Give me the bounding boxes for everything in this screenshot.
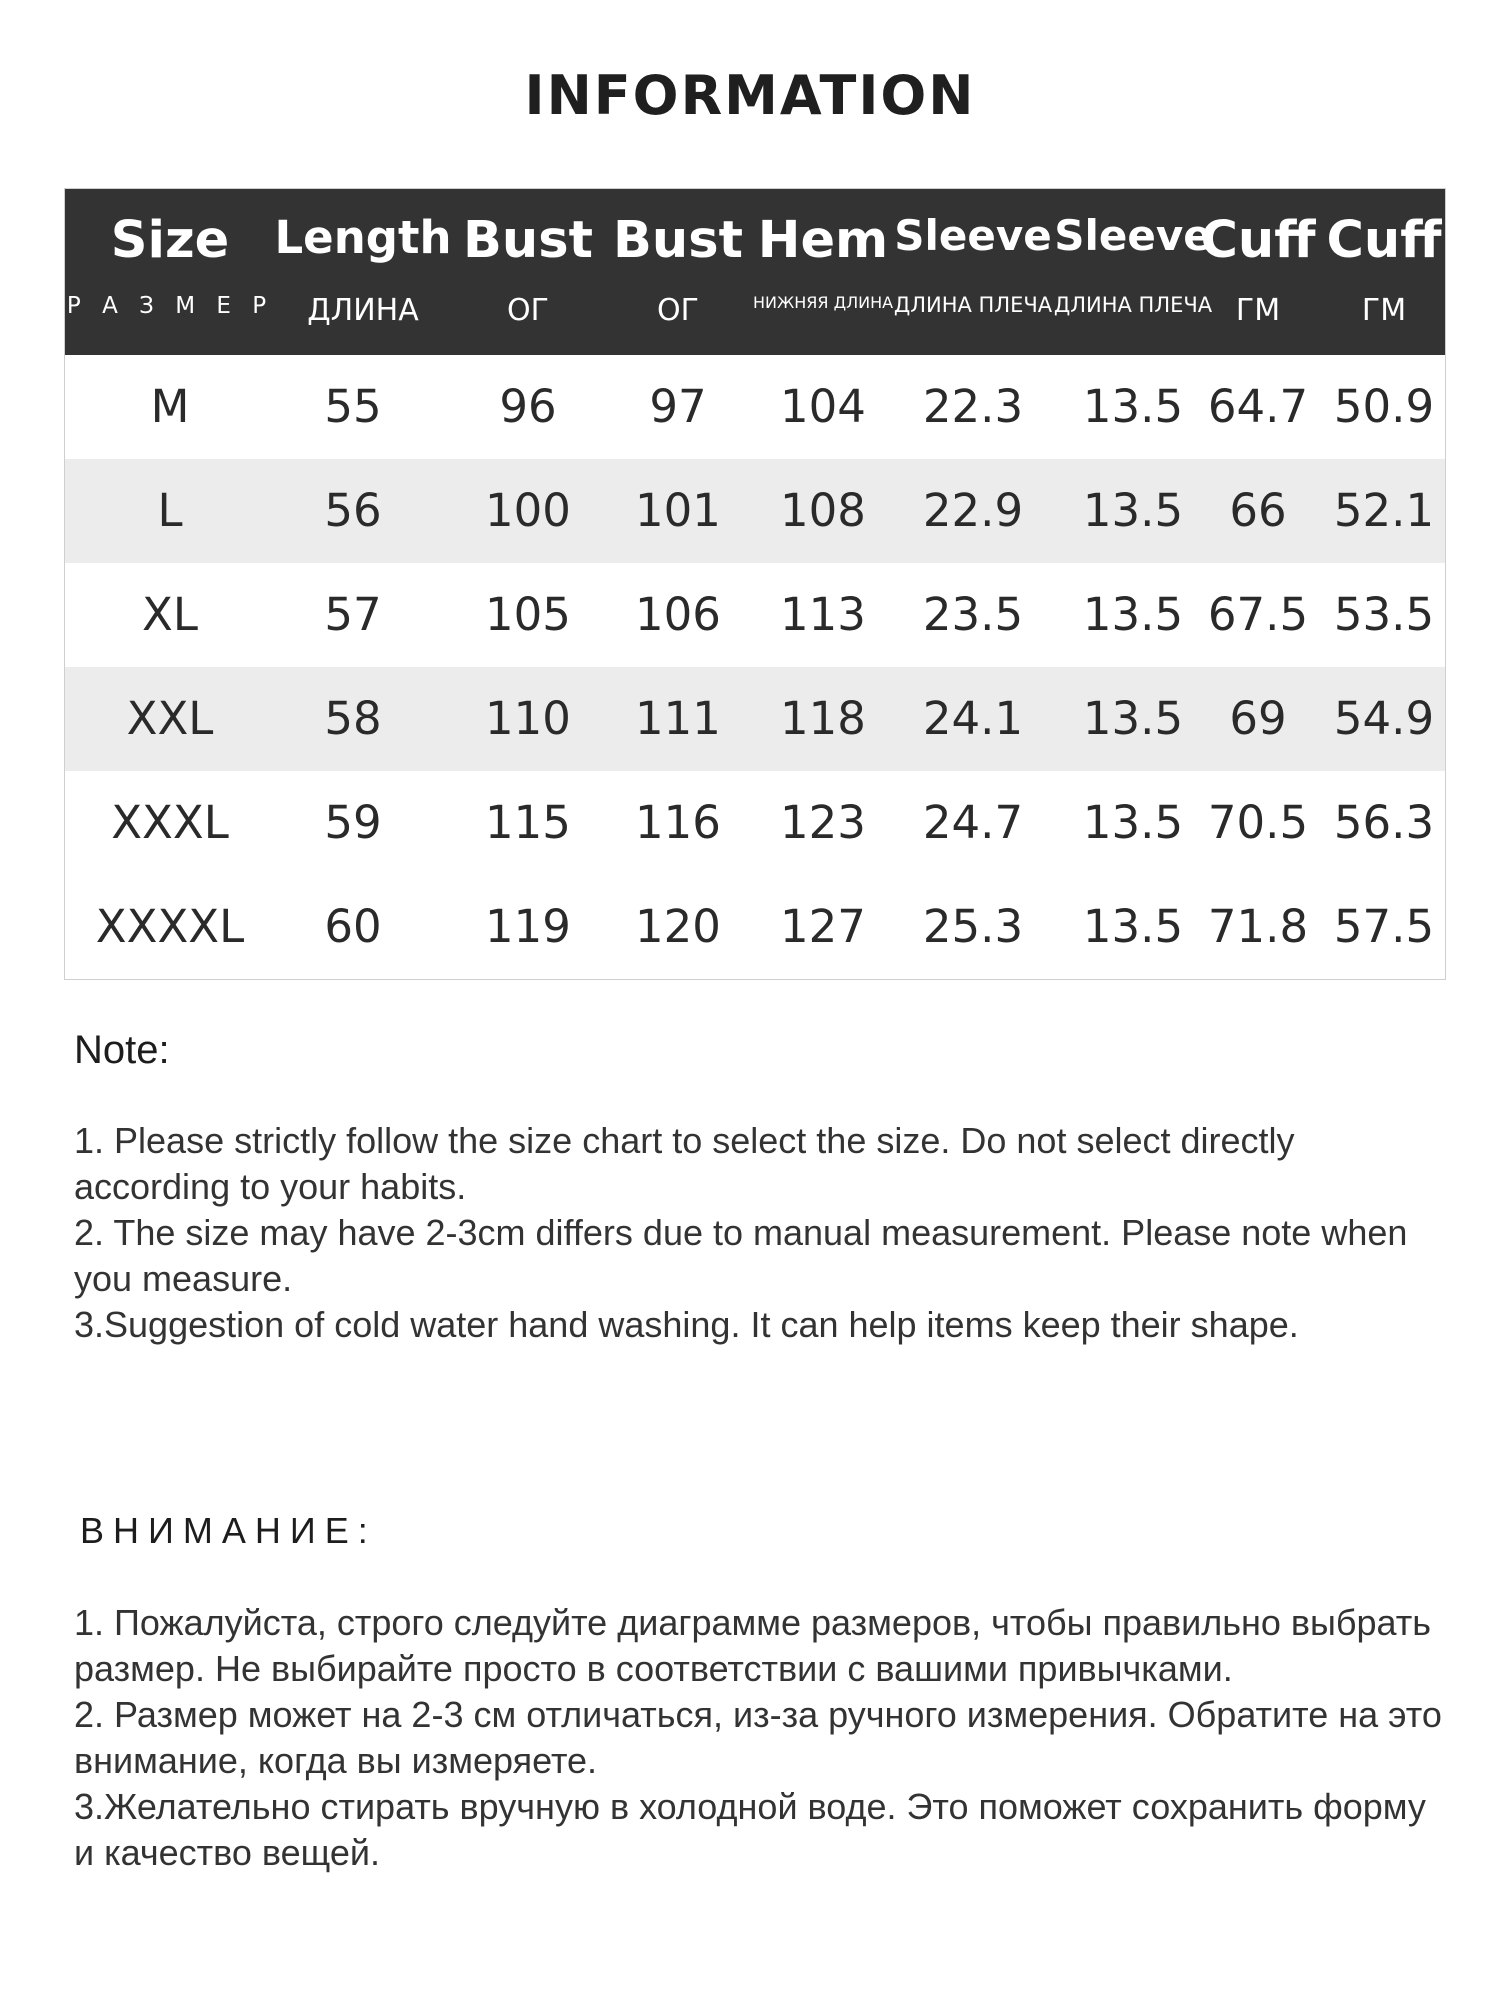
table-row	[65, 667, 1445, 771]
bust-cell: 100	[485, 484, 571, 537]
attention-list	[74, 1600, 1454, 1876]
cuff-cell: 52.1	[1333, 484, 1435, 537]
header-sublabel: ОГ	[507, 293, 549, 328]
length-cell: 57	[324, 588, 382, 641]
length-cell: 55	[324, 380, 382, 433]
bust-cell: 119	[485, 900, 571, 953]
header-label: Sleeve	[1054, 211, 1212, 260]
table-row	[65, 563, 1445, 667]
hem-cell: 113	[780, 588, 866, 641]
header-label: Bust	[463, 211, 593, 270]
header-cuff	[1193, 189, 1323, 355]
header-label: Cuff	[1326, 211, 1442, 270]
attention-item: 2. Размер может на 2-3 см отличаться, из-за ручного измерения. Обратите на это внимание, когда вы измеряете.	[74, 1694, 1442, 1781]
header-sublabel: ДЛИНА	[307, 293, 419, 328]
cuff-cell: 53.5	[1333, 588, 1435, 641]
cuff-cell: 64.7	[1207, 380, 1309, 433]
header-label: Size	[110, 211, 230, 270]
attention-item: 3.Желательно стирать вручную в холодной воде. Это поможет сохранить форму и качество вещей.	[74, 1786, 1426, 1873]
note-list	[74, 1118, 1454, 1348]
size-cell: XXL	[126, 692, 214, 745]
bust-cell: 96	[499, 380, 557, 433]
size-cell: XXXXL	[95, 900, 245, 953]
hem-cell: 108	[780, 484, 866, 537]
bust-cell: 110	[485, 692, 571, 745]
table-row	[65, 355, 1445, 459]
hem-cell: 127	[780, 900, 866, 953]
sleeve-cell: 13.5	[1082, 692, 1184, 745]
header-bust	[603, 189, 753, 355]
sleeve-cell: 24.7	[922, 796, 1024, 849]
header-label: Sleeve	[894, 211, 1052, 260]
cuff-cell: 67.5	[1207, 588, 1309, 641]
attention-heading: ВНИМАНИЕ:	[80, 1510, 377, 1551]
header-size	[65, 189, 275, 355]
sleeve-cell: 23.5	[922, 588, 1024, 641]
bust-cell: 115	[485, 796, 571, 849]
size-table	[64, 188, 1446, 980]
header-label: Length	[274, 211, 452, 264]
table-row	[65, 771, 1445, 875]
header-hem	[753, 189, 893, 355]
hem-cell: 104	[780, 380, 866, 433]
sleeve-cell: 13.5	[1082, 380, 1184, 433]
page-title: INFORMATION	[524, 64, 976, 127]
sleeve-cell: 24.1	[922, 692, 1024, 745]
header-sleeve	[1053, 189, 1213, 355]
sleeve-cell: 13.5	[1082, 796, 1184, 849]
table-row	[65, 459, 1445, 563]
header-sublabel: ГМ	[1361, 293, 1407, 328]
size-cell: L	[157, 484, 183, 537]
cuff-cell: 69	[1229, 692, 1287, 745]
sleeve-cell: 13.5	[1082, 588, 1184, 641]
bust-cell: 120	[635, 900, 721, 953]
size-cell: M	[150, 380, 190, 433]
header-cuff	[1323, 189, 1445, 355]
table-row	[65, 875, 1445, 979]
header-label: Cuff	[1200, 211, 1316, 270]
header-sublabel: ДЛИНА ПЛЕЧА	[1053, 293, 1213, 317]
header-bust	[453, 189, 603, 355]
bust-cell: 101	[635, 484, 721, 537]
note-item: 1. Please strictly follow the size chart to select the size. Do not select directly according to your habits.	[74, 1120, 1295, 1207]
header-sublabel: Р А З М Е Р	[66, 293, 274, 319]
hem-cell: 123	[780, 796, 866, 849]
cuff-cell: 56.3	[1333, 796, 1435, 849]
sleeve-cell: 22.3	[922, 380, 1024, 433]
length-cell: 59	[324, 796, 382, 849]
size-cell: XXXL	[111, 796, 229, 849]
header-sleeve	[893, 189, 1053, 355]
cuff-cell: 54.9	[1333, 692, 1435, 745]
length-cell: 58	[324, 692, 382, 745]
length-cell: 56	[324, 484, 382, 537]
header-label: Bust	[613, 211, 743, 270]
note-item: 2. The size may have 2-3cm differs due to manual measurement. Please note when you measure.	[74, 1212, 1408, 1299]
bust-cell: 111	[635, 692, 721, 745]
sleeve-cell: 13.5	[1082, 900, 1184, 953]
header-length	[273, 189, 453, 355]
sleeve-cell: 22.9	[922, 484, 1024, 537]
table-header	[65, 189, 1445, 355]
cuff-cell: 70.5	[1207, 796, 1309, 849]
cuff-cell: 50.9	[1333, 380, 1435, 433]
cuff-cell: 57.5	[1333, 900, 1435, 953]
sleeve-cell: 13.5	[1082, 484, 1184, 537]
note-heading: Note:	[74, 1028, 170, 1072]
cuff-cell: 66	[1229, 484, 1287, 537]
header-sublabel: ОГ	[657, 293, 699, 328]
note-item: 3.Suggestion of cold water hand washing. It can help items keep their shape.	[74, 1304, 1299, 1345]
header-sublabel: ДЛИНА ПЛЕЧА	[893, 293, 1053, 317]
header-sublabel: ГМ	[1235, 293, 1281, 328]
size-cell: XL	[142, 588, 198, 641]
bust-cell: 97	[649, 380, 707, 433]
bust-cell: 106	[635, 588, 721, 641]
bust-cell: 105	[485, 588, 571, 641]
cuff-cell: 71.8	[1207, 900, 1309, 953]
hem-cell: 118	[780, 692, 866, 745]
length-cell: 60	[324, 900, 382, 953]
attention-item: 1. Пожалуйста, строго следуйте диаграмме размеров, чтобы правильно выбрать размер. Не выбирайте просто в соответствии с вашими привычками.	[74, 1602, 1432, 1689]
header-label: Hem	[757, 211, 889, 270]
bust-cell: 116	[635, 796, 721, 849]
header-sublabel: НИЖНЯЯ ДЛИНА	[753, 293, 893, 312]
sleeve-cell: 25.3	[922, 900, 1024, 953]
